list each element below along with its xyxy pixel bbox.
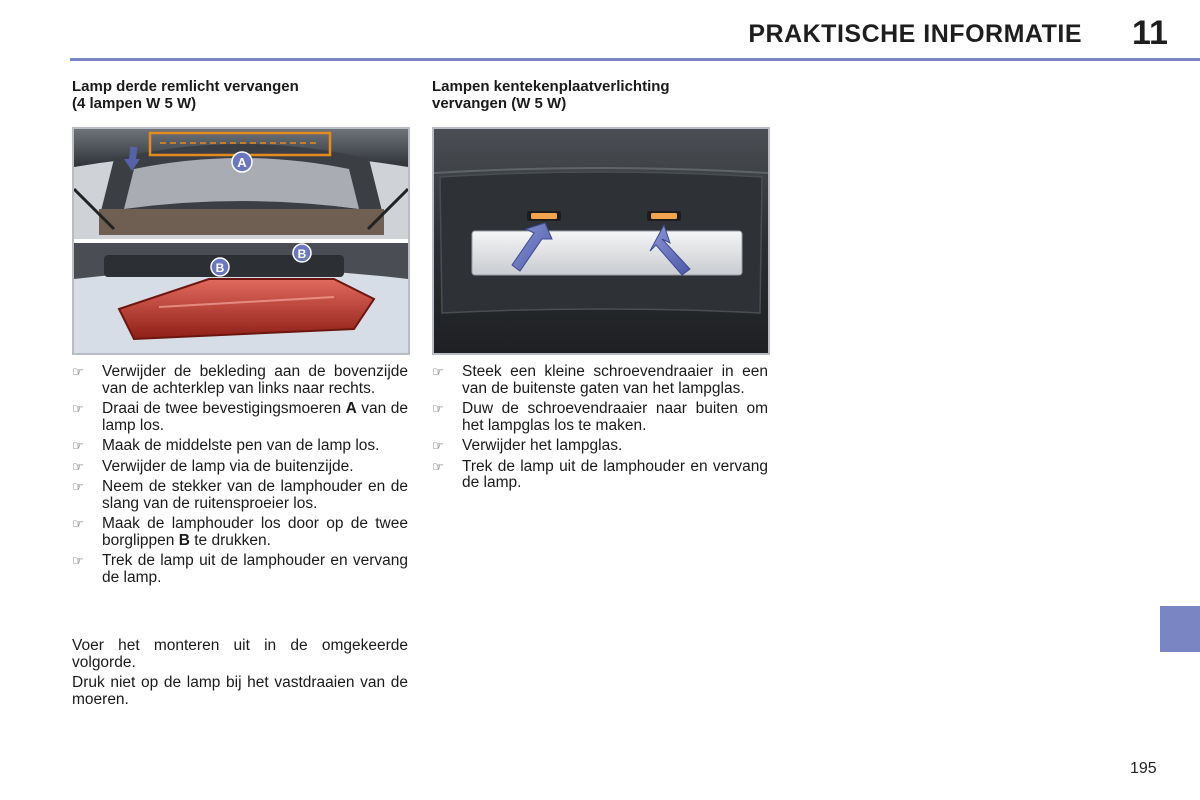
list-item — [72, 364, 408, 397]
step-text: Verwijder de lamp via de buitenzijde. — [102, 457, 354, 475]
heading-line: (4 lampen W 5 W) — [72, 95, 197, 112]
step-text: Steek een kleine schroevendraaier in een van de buitenste gaten van het lampglas. — [462, 363, 768, 397]
pointing-hand-icon: ☞ — [72, 438, 84, 453]
header-rule — [70, 58, 1200, 61]
pointing-hand-icon: ☞ — [72, 401, 84, 416]
list-item — [432, 438, 768, 455]
list-item — [72, 438, 408, 455]
label-a-badge — [232, 152, 252, 172]
step-text: Neem de stekker van de lamphouder en de slang van de ruitensproeier los. — [102, 478, 408, 512]
list-item — [72, 516, 408, 549]
page-title: PRAKTISCHE INFORMATIE — [748, 20, 1082, 48]
pointing-hand-icon: ☞ — [72, 364, 84, 379]
heading-line: vervangen (W 5 W) — [432, 95, 567, 112]
label-b: B — [297, 247, 307, 261]
step-text: Trek de lamp uit de lamphouder en vervang de lamp. — [102, 552, 408, 586]
step-text: Verwijder de bekleding aan de bovenzijde van de achterklep van links naar rechts. — [102, 363, 408, 397]
heading-line: Lampen kentekenplaatverlichting — [432, 78, 670, 95]
list-item — [72, 459, 408, 476]
label-b: B — [215, 261, 225, 275]
chapter-tab — [1160, 606, 1200, 652]
pointing-hand-icon: ☞ — [432, 401, 444, 416]
step-text: Verwijder het lampglas. — [462, 437, 623, 454]
left-steps-list — [72, 364, 408, 590]
list-item — [72, 479, 408, 512]
pointing-hand-icon: ☞ — [432, 438, 444, 453]
left-section-heading — [72, 78, 299, 112]
list-item — [72, 553, 408, 586]
third-brake-light-figure — [72, 127, 410, 355]
step-text: Maak de middelste pen van de lamp los. — [102, 437, 380, 454]
pointing-hand-icon: ☞ — [72, 479, 84, 494]
pointing-hand-icon: ☞ — [432, 458, 444, 474]
note-paragraph: Druk niet op de lamp bij het vastdraaien van de moeren. — [72, 674, 408, 708]
step-text: Draai de twee bevestigingsmoeren A van de lamp los. — [102, 400, 408, 434]
chapter-number: 11 — [1132, 14, 1168, 52]
list-item — [432, 401, 768, 434]
pointing-hand-icon: ☞ — [432, 364, 444, 379]
license-plate-light-figure — [432, 127, 770, 355]
list-item — [432, 364, 768, 397]
label-b-reference: B — [178, 531, 190, 549]
license-plate-light-illustration — [434, 129, 768, 353]
right-steps-list — [432, 364, 768, 496]
third-brake-light-illustration — [74, 129, 408, 353]
label-a: A — [237, 155, 247, 170]
pointing-hand-icon: ☞ — [72, 553, 84, 568]
step-text: Trek de lamp uit de lamphouder en vervang de lamp. — [462, 457, 768, 491]
note-paragraph: Voer het monteren uit in de omgekeerde volgorde. — [72, 637, 408, 671]
page-number: 195 — [1130, 760, 1157, 777]
label-b-badge-right — [293, 244, 311, 262]
label-a-reference: A — [345, 400, 357, 417]
label-b-badge-left — [211, 258, 229, 276]
list-item — [72, 401, 408, 434]
step-text: Duw de schroevendraaier naar buiten om het lampglas los te maken. — [462, 400, 768, 434]
pointing-hand-icon: ☞ — [72, 458, 84, 474]
heading-line: Lamp derde remlicht vervangen — [72, 78, 299, 95]
pointing-hand-icon: ☞ — [72, 516, 84, 531]
right-section-heading — [432, 78, 670, 112]
list-item — [432, 459, 768, 492]
step-text: Maak de lamphouder los door op de twee borglippen B te drukken. — [102, 515, 408, 549]
